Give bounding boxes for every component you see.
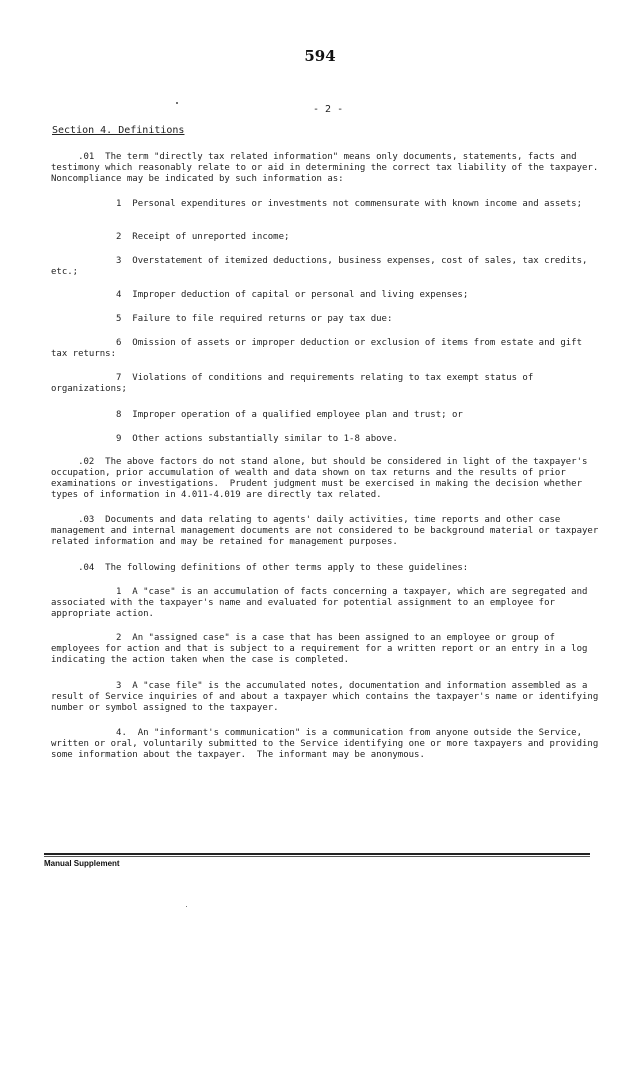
list-item-1: 1 Personal expenditures or investments not commensurate with known income and assets; (51, 199, 583, 209)
section-heading: Section 4. Definitions (52, 125, 185, 136)
scan-speck (176, 102, 178, 104)
sub-page-number: - 2 - (313, 104, 344, 115)
list-item-4: 4 Improper deduction of capital or personal and living expenses; (51, 290, 469, 300)
list-item-3: 3 Overstatement of itemized deductions, business expenses, cost of sales, tax credits, etc.; (51, 256, 593, 277)
list-item-6: 6 Omission of assets or improper deduction or exclusion of items from estate and gift tax returns: (51, 338, 588, 359)
footer-rule (44, 853, 590, 855)
list-item-2: 2 Receipt of unreported income; (51, 232, 290, 242)
list-item-5: 5 Failure to file required returns or pay tax due: (51, 314, 393, 324)
definition-case: 1 A "case" is an accumulation of facts concerning a taxpayer, which are segregated and associated with the taxpayer's name and evaluated for potential assignment to an employee for appropriate action. (51, 587, 593, 619)
definition-case-file: 3 A "case file" is the accumulated notes, documentation and information assembled as a result of Service inquiries of and about a taxpayer which contains the taxpayer's name or identifying number or symbol assigned to the taxpayer. (51, 681, 604, 713)
definition-informants-communication: 4. An "informant's communication" is a communication from anyone outside the Service, written or oral, voluntarily submitted to the Service identifying one or more taxpayers and providing some information about the taxpayer. The informant may be anonymous. (51, 728, 604, 760)
list-item-8: 8 Improper operation of a qualified employee plan and trust; or (51, 410, 463, 420)
paragraph-04-intro: .04 The following definitions of other terms apply to these guidelines: (51, 563, 469, 573)
definition-assigned-case: 2 An "assigned case" is a case that has been assigned to an employee or group of employees for action and that is subject to a requirement for a written report or an entry in a log indicating the action taken when the case is completed. (51, 633, 593, 665)
paragraph-01-intro: .01 The term "directly tax related information" means only documents, statements, facts and testimony which reasonably relate to or aid in determining the correct tax liability of the taxpayer. Noncompliance may be indicated by such information as: (51, 152, 610, 184)
page-number: 594 (304, 47, 336, 65)
list-item-9: 9 Other actions substantially similar to 1-8 above. (51, 434, 398, 444)
paragraph-02: .02 The above factors do not stand alone, but should be considered in light of the taxpayer's occupation, prior accumulation of wealth and data shown on tax returns and the results of prior examinations or investigations. Prudent judgment must be exercised in making the decision whether types of information in 4.011-4.019 are directly tax related. (51, 457, 593, 500)
list-item-7: 7 Violations of conditions and requirements relating to tax exempt status of organizations; (51, 373, 539, 394)
footer-rule-thin (44, 856, 590, 857)
footer-label: Manual Supplement (44, 859, 120, 868)
paragraph-03: .03 Documents and data relating to agents' daily activities, time reports and other case management and internal management documents are not considered to be background material or taxpayer related information and may be retained for management purposes. (51, 515, 604, 547)
scan-speck (186, 906, 187, 907)
